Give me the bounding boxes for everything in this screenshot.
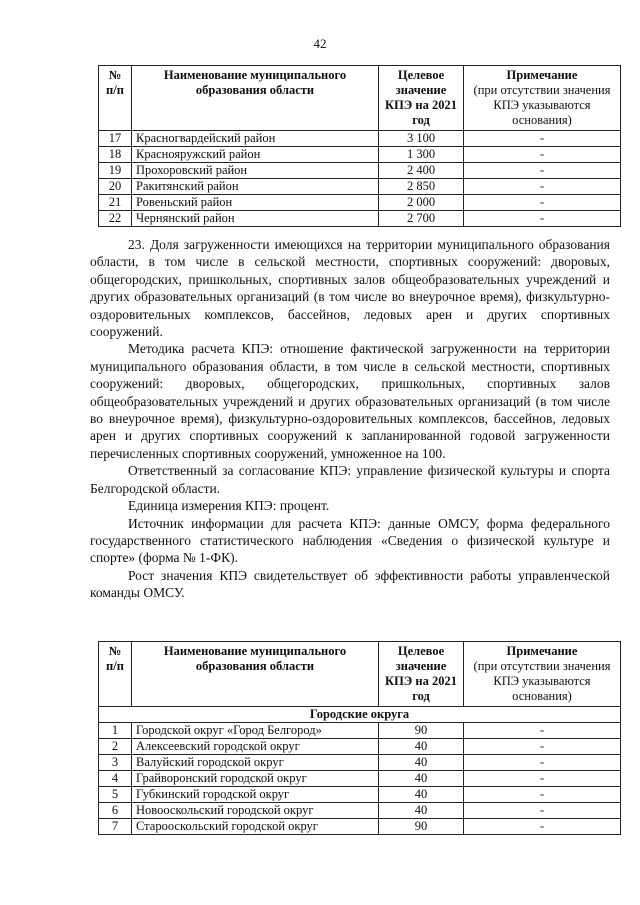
header-num: № п/п xyxy=(99,66,132,131)
municipality-name: Губкинский городской округ xyxy=(132,787,379,803)
row-number: 22 xyxy=(99,211,132,227)
table-row xyxy=(99,147,621,163)
header-note xyxy=(464,66,621,131)
table-row xyxy=(99,211,621,227)
note-cell: - xyxy=(464,211,621,227)
section-row xyxy=(99,707,621,723)
note-cell: - xyxy=(464,771,621,787)
municipality-name: Ракитянский район xyxy=(132,179,379,195)
municipality-name: Городской округ «Город Белгород» xyxy=(132,723,379,739)
target-value: 90 xyxy=(379,723,464,739)
municipality-name: Красногвардейский район xyxy=(132,131,379,147)
table-row xyxy=(99,179,621,195)
note-cell: - xyxy=(464,163,621,179)
body-text xyxy=(90,236,610,602)
note-cell: - xyxy=(464,723,621,739)
target-value: 40 xyxy=(379,771,464,787)
municipality-name: Старооскольский городской округ xyxy=(132,819,379,835)
section-title: Городские округа xyxy=(99,707,621,723)
note-cell: - xyxy=(464,803,621,819)
municipality-name: Чернянский район xyxy=(132,211,379,227)
header-note-sub: (при отсутствии значения КПЭ указываются основания) xyxy=(473,83,611,127)
target-value: 40 xyxy=(379,755,464,771)
row-number: 21 xyxy=(99,195,132,211)
table-row xyxy=(99,723,621,739)
paragraph: Единица измерения КПЭ: процент. xyxy=(128,498,330,514)
paragraph: Методика расчета КПЭ: отношение фактической загруженности на территории муниципального образования области, в том числе в сельской местности, спортивных сооружений: дворовых, общегородских, пришкольных, спортивных залов общеобразовательных учреждений и других образовательных организаций (в том числе во внеурочное время), физкультурно-оздоровительных комплексов, бассейнов, ледовых арен и других спортивных сооружений к запланированной годовой загруженности перечисленных спортивных сооружений, умноженное на 100. xyxy=(90,341,610,461)
header-note xyxy=(464,642,621,707)
target-value: 90 xyxy=(379,819,464,835)
note-cell: - xyxy=(464,147,621,163)
table-row xyxy=(99,195,621,211)
note-cell: - xyxy=(464,131,621,147)
municipality-name: Краснояружский район xyxy=(132,147,379,163)
table-row xyxy=(99,819,621,835)
note-cell: - xyxy=(464,787,621,803)
target-value: 40 xyxy=(379,787,464,803)
paragraph: Рост значения КПЭ свидетельствует об эффективности работы управленческой команды ОМСУ. xyxy=(90,567,610,601)
note-cell: - xyxy=(464,179,621,195)
kpi-table-districts xyxy=(98,65,621,227)
header-name: Наименование муниципального образования области xyxy=(132,66,379,131)
target-value: 2 850 xyxy=(379,179,464,195)
table-header-row xyxy=(99,642,621,707)
note-cell: - xyxy=(464,195,621,211)
municipality-name: Прохоровский район xyxy=(132,163,379,179)
table-row xyxy=(99,803,621,819)
target-value: 40 xyxy=(379,739,464,755)
row-number: 19 xyxy=(99,163,132,179)
municipality-name: Ровеньский район xyxy=(132,195,379,211)
header-note-title: Примечание xyxy=(506,68,578,82)
note-cell: - xyxy=(464,755,621,771)
target-value: 2 700 xyxy=(379,211,464,227)
target-value: 2 000 xyxy=(379,195,464,211)
municipality-name: Новооскольский городской округ xyxy=(132,803,379,819)
paragraph: 23. Доля загруженности имеющихся на территории муниципального образования области, в том числе в сельской местности, спортивных сооружений: дворовых, общегородских, пришкольных, спортивных залов общеобразовательных учреждений и других образовательных организаций (в том числе во внеурочное время), физкультурно-оздоровительных комплексов, бассейнов, ледовых арен и других спортивных сооружений. xyxy=(90,237,610,340)
target-value: 3 100 xyxy=(379,131,464,147)
kpi-table-city-districts xyxy=(98,641,621,835)
paragraph: Ответственный за согласование КПЭ: управление физической культуры и спорта Белгородской области. xyxy=(90,463,610,496)
table-row xyxy=(99,771,621,787)
table-row xyxy=(99,163,621,179)
header-note-title: Примечание xyxy=(506,644,578,658)
note-cell: - xyxy=(464,739,621,755)
municipality-name: Валуйский городской округ xyxy=(132,755,379,771)
header-num: № п/п xyxy=(99,642,132,707)
row-number: 20 xyxy=(99,179,132,195)
target-value: 40 xyxy=(379,803,464,819)
target-value: 1 300 xyxy=(379,147,464,163)
row-number: 18 xyxy=(99,147,132,163)
note-cell: - xyxy=(464,819,621,835)
municipality-name: Алексеевский городской округ xyxy=(132,739,379,755)
header-target: Целевое значение КПЭ на 2021 год xyxy=(379,642,464,707)
table-row xyxy=(99,787,621,803)
paragraph: Источник информации для расчета КПЭ: данные ОМСУ, форма федерального государственного статистического наблюдения «Сведения о физической культуре и спорте» (форма № 1-ФК). xyxy=(90,515,610,566)
row-number: 4 xyxy=(99,771,132,787)
table-header-row xyxy=(99,66,621,131)
row-number: 17 xyxy=(99,131,132,147)
table-row xyxy=(99,755,621,771)
header-name: Наименование муниципального образования области xyxy=(132,642,379,707)
row-number: 5 xyxy=(99,787,132,803)
row-number: 7 xyxy=(99,819,132,835)
table-row xyxy=(99,131,621,147)
row-number: 1 xyxy=(99,723,132,739)
target-value: 2 400 xyxy=(379,163,464,179)
row-number: 2 xyxy=(99,739,132,755)
row-number: 6 xyxy=(99,803,132,819)
header-note-sub: (при отсутствии значения КПЭ указываются основания) xyxy=(473,659,611,703)
header-target: Целевое значение КПЭ на 2021 год xyxy=(379,66,464,131)
municipality-name: Грайворонский городской округ xyxy=(132,771,379,787)
row-number: 3 xyxy=(99,755,132,771)
table-row xyxy=(99,739,621,755)
page-number: 42 xyxy=(313,36,327,51)
